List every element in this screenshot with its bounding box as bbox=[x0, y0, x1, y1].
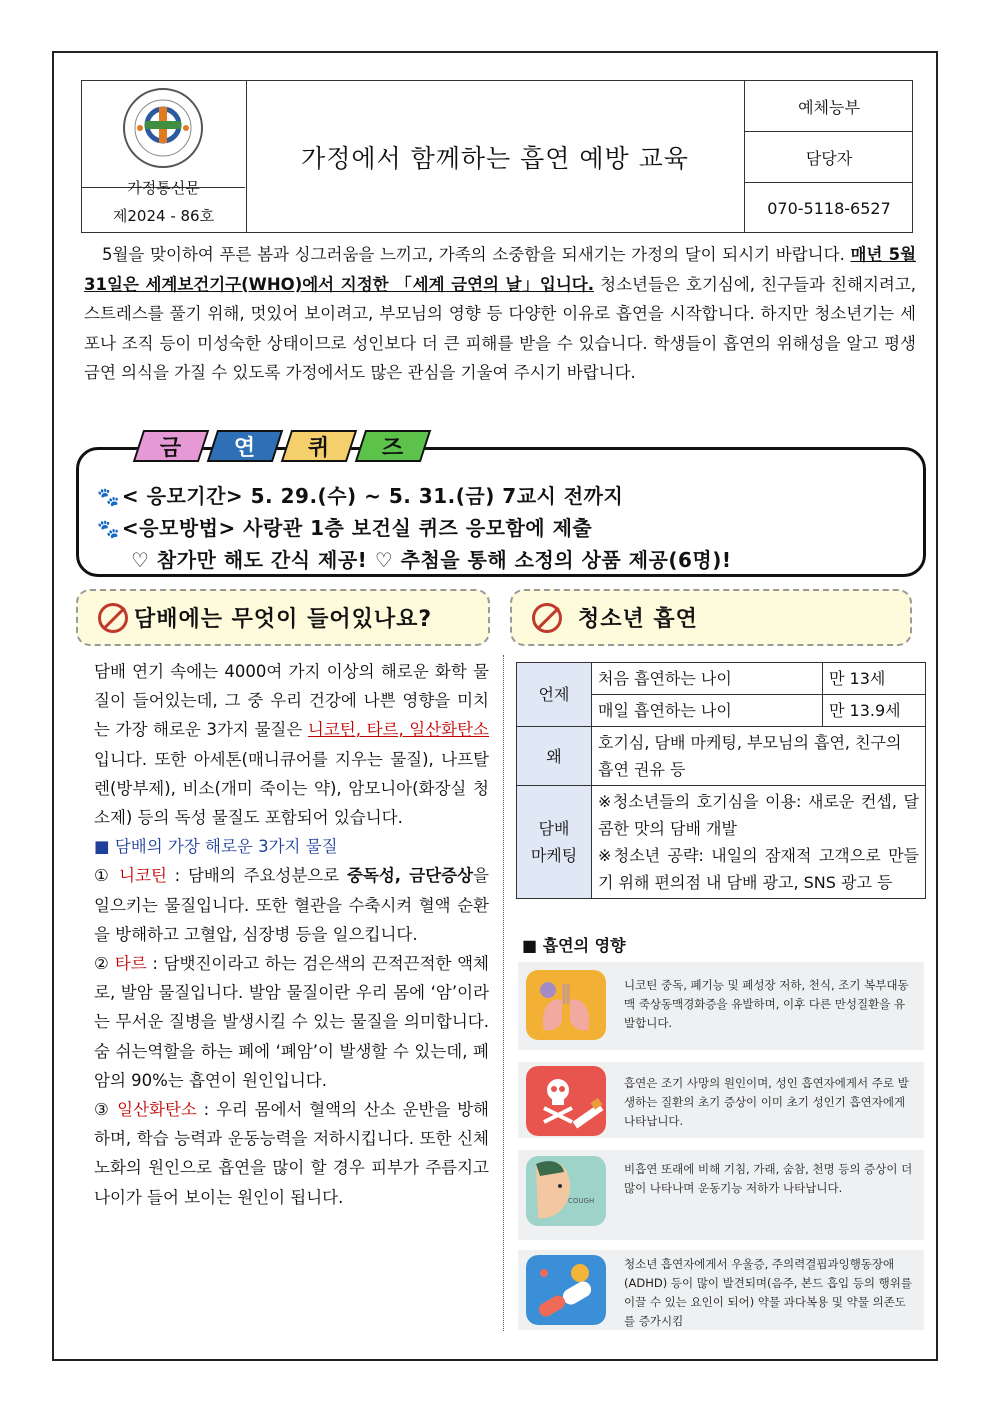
quiz-tab-1 bbox=[133, 430, 209, 462]
first-age-label: 처음 흡연하는 나이 bbox=[592, 663, 823, 695]
sub-heading: ■ 담배의 가장 해로운 3가지 물질 bbox=[94, 837, 338, 857]
marketing-label-1: 담배 bbox=[538, 819, 570, 838]
quiz-tab-3 bbox=[281, 430, 357, 462]
quiz-method bbox=[97, 512, 592, 541]
co-item bbox=[94, 1095, 489, 1212]
tar-text: : 담뱃진이라고 하는 검은색의 끈적끈적한 액체로, 발암 물질입니다. 발암 물질이란 우리 몸에 ‘암’이라는 무서운 질병을 발생시킬 수 있는 물질을 의미합니다. 숨 쉬는역할을 하는 폐에 ‘폐암’이 발생할 수 있는데, 폐암의 90%는 흡연이 원인입니다. bbox=[94, 954, 489, 1090]
quiz-tab-label: 금 bbox=[160, 435, 182, 461]
daily-age-value: 만 13.9세 bbox=[823, 695, 926, 727]
quiz-prize: ♡ 참가만 해도 간식 제공! ♡ 추첨을 통해 소정의 상품 제공(6명)! bbox=[131, 548, 732, 572]
why-text: 호기심, 담배 마케팅, 부모님의 흡연, 친구의 흡연 권유 등 bbox=[592, 727, 926, 786]
contact-phone: 070-5118-6527 bbox=[767, 198, 891, 218]
department-name: 예체능부 bbox=[745, 81, 913, 132]
right-heading-text: 청소년 흡연 bbox=[578, 607, 698, 632]
quiz-period-text: < 응모기간> 5. 29.(수) ~ 5. 31.(금) 7교시 전까지 bbox=[121, 484, 624, 508]
effect-text: 니코틴 중독, 폐기능 및 폐성장 저하, 천식, 조기 복부대동맥 죽상동맥경화증을 유발하며, 이후 다른 만성질환을 유발합니다. bbox=[624, 978, 909, 1030]
tar-name: 타르 bbox=[114, 954, 147, 974]
lungs-icon bbox=[526, 970, 606, 1040]
quiz-tab-label: 연 bbox=[234, 435, 256, 461]
table-row bbox=[517, 727, 926, 786]
effects-heading: ■ 흡연의 영향 bbox=[522, 936, 626, 955]
when-label: 언제 bbox=[517, 663, 592, 727]
paw-icon: 🐾 bbox=[97, 519, 120, 540]
left-section-heading bbox=[76, 589, 490, 646]
effect-text: 비흡연 또래에 비해 기침, 가래, 숨참, 천명 등의 증상이 더 많이 나타나며 운동기능 저하가 나타납니다. bbox=[624, 1162, 913, 1195]
ingredients-part-a: 담배 연기 속에는 4000여 가지 이상의 해로운 화학 물질이 들어있는데, 그 중 우리 건강에 나쁜 영향을 미치는 가장 해로운 3가지 물질은 bbox=[94, 662, 489, 740]
intro-paragraph bbox=[84, 240, 916, 388]
paw-icon: 🐾 bbox=[97, 487, 120, 508]
quiz-tab-4 bbox=[355, 430, 431, 462]
pills-alarm-icon bbox=[526, 1255, 606, 1325]
no-smoking-icon bbox=[98, 603, 128, 633]
intro-part-b: 청소년들은 호기심에, 친구들과 친해지려고, 스트레스를 풀기 위해, 멋있어 보이려고, 부모님의 영향 등 다양한 이유로 흡연을 시작합니다. 하지만 청소년기는 세포나 조직 등이 미성숙한 상태이므로 성인보다 더 큰 피해를 받을 수 있습니다. 학생들이 흡연의 위해성을 알고 평생 금연 의식을 가질 수 있도록 가정에서도 많은 관심을 기울여 주시기 바랍니다. bbox=[84, 274, 917, 382]
quiz-tab-label: 즈 bbox=[382, 435, 404, 461]
contact-label: 담당자 bbox=[745, 132, 913, 183]
no-smoking-icon bbox=[532, 603, 562, 633]
first-age-value: 만 13세 bbox=[823, 663, 926, 695]
left-heading-text: 담배에는 무엇이 들어있나요? bbox=[134, 607, 433, 632]
quiz-box bbox=[76, 447, 926, 577]
ingredients-paragraph bbox=[94, 657, 489, 832]
why-label: 왜 bbox=[517, 727, 592, 786]
intro-part-a: 5월을 맞이하여 푸른 봄과 싱그러움을 느끼고, 가족의 소중함을 되새기는 가정의 달이 되시기 바랍니다. bbox=[102, 245, 851, 264]
effect-text: 흡연은 조기 사망의 원인이며, 성인 흡연자에게서 주로 발생하는 질환의 초기 증상이 이미 초기 성인기 흡연자에게 나타납니다. bbox=[624, 1076, 909, 1128]
issue-number: 제2024 - 86호 bbox=[112, 207, 215, 225]
school-cell bbox=[82, 81, 247, 232]
marketing-label bbox=[517, 786, 592, 899]
quiz-method-text: <응모방법> 사랑관 1층 보건실 퀴즈 응모함에 제출 bbox=[121, 516, 593, 540]
harmful-substances: 니코틴, 타르, 일산화탄소 bbox=[307, 720, 489, 740]
table-row bbox=[517, 786, 926, 899]
quiz-period bbox=[97, 480, 623, 509]
item-number: ① bbox=[94, 866, 120, 886]
marketing-label-2: 마케팅 bbox=[530, 846, 578, 865]
nicotine-item bbox=[94, 861, 489, 949]
header-table bbox=[81, 80, 913, 233]
column-divider bbox=[503, 655, 504, 1331]
nicotine-text-a: : 담배의 주요성분으로 bbox=[166, 866, 347, 886]
marketing-text bbox=[592, 786, 926, 899]
effect-card-cough bbox=[518, 1150, 924, 1240]
marketing-text-2: ※청소년 공략: 내일의 잠재적 고객으로 만들기 위해 편의점 내 담배 광고, SNS 광고 등 bbox=[598, 846, 919, 892]
tar-item bbox=[94, 949, 489, 1095]
daily-age-label: 매일 흡연하는 나이 bbox=[592, 695, 823, 727]
quiz-tab-label: 퀴 bbox=[308, 435, 330, 461]
table-row bbox=[517, 663, 926, 695]
effect-card-death bbox=[518, 1062, 924, 1138]
intro-highlight: 매년 5월 31일은 세계보건기구(WHO)에서 지정한 「세계 금연의 날」입니다. bbox=[84, 245, 917, 294]
right-section-heading bbox=[510, 589, 912, 646]
quiz-tab-2 bbox=[207, 430, 283, 462]
cough-label: COUGH bbox=[568, 1197, 595, 1205]
left-column bbox=[94, 657, 489, 1212]
marketing-text-1: ※청소년들의 호기심을 이용: 새로운 컨셉, 달콤한 맛의 담배 개발 bbox=[598, 792, 919, 838]
intro-text bbox=[84, 240, 916, 388]
page-title: 가정에서 함께하는 흡연 예방 교육 bbox=[246, 81, 745, 232]
item-number: ② bbox=[94, 954, 115, 974]
nicotine-text-b: 을 일으키는 물질입니다. 또한 혈관을 수축시켜 혈액 순환을 방해하고 고혈압, 심장병 등을 일으킵니다. bbox=[94, 866, 489, 944]
co-text: : 우리 몸에서 혈액의 산소 운반을 방해하며, 학습 능력과 운동능력을 저하시킵니다. 또한 신체 노화의 원인으로 흡연을 많이 할 경우 피부가 주름지고 나이가 들어 보이는 원인이 됩니다. bbox=[94, 1100, 489, 1207]
effect-text: 청소년 흡연자에게서 우울증, 주의력결핍과잉행동장애(ADHD) 등이 많이 발견되며(음주, 본드 흡입 등의 행위를 이끌 수 있는 요인이 되어) 약물 과다복용 및 약물 의존도를 증가시킴 bbox=[624, 1257, 912, 1328]
skull-cigarette-icon bbox=[526, 1066, 606, 1136]
ingredients-part-b: 입니다. 또한 아세톤(매니큐어를 지우는 물질), 나프탈렌(방부제), 비소(개미 죽이는 약), 암모니아(화장실 청소제) 등의 독성 물질도 포함되어 있습니다. bbox=[94, 749, 489, 828]
coughing-person-icon bbox=[526, 1156, 606, 1226]
item-number: ③ bbox=[94, 1100, 118, 1120]
effect-card-mental bbox=[518, 1250, 924, 1330]
department-cell bbox=[745, 81, 913, 232]
nicotine-name: 니코틴 bbox=[119, 866, 167, 886]
co-name: 일산화탄소 bbox=[117, 1100, 197, 1120]
nicotine-bold: 중독성, 금단증상 bbox=[346, 866, 474, 886]
school-logo-icon bbox=[122, 87, 204, 169]
effect-card-lungs bbox=[518, 962, 924, 1050]
newsletter-label: 가정통신문 bbox=[127, 179, 200, 197]
teen-smoking-table bbox=[516, 662, 926, 899]
